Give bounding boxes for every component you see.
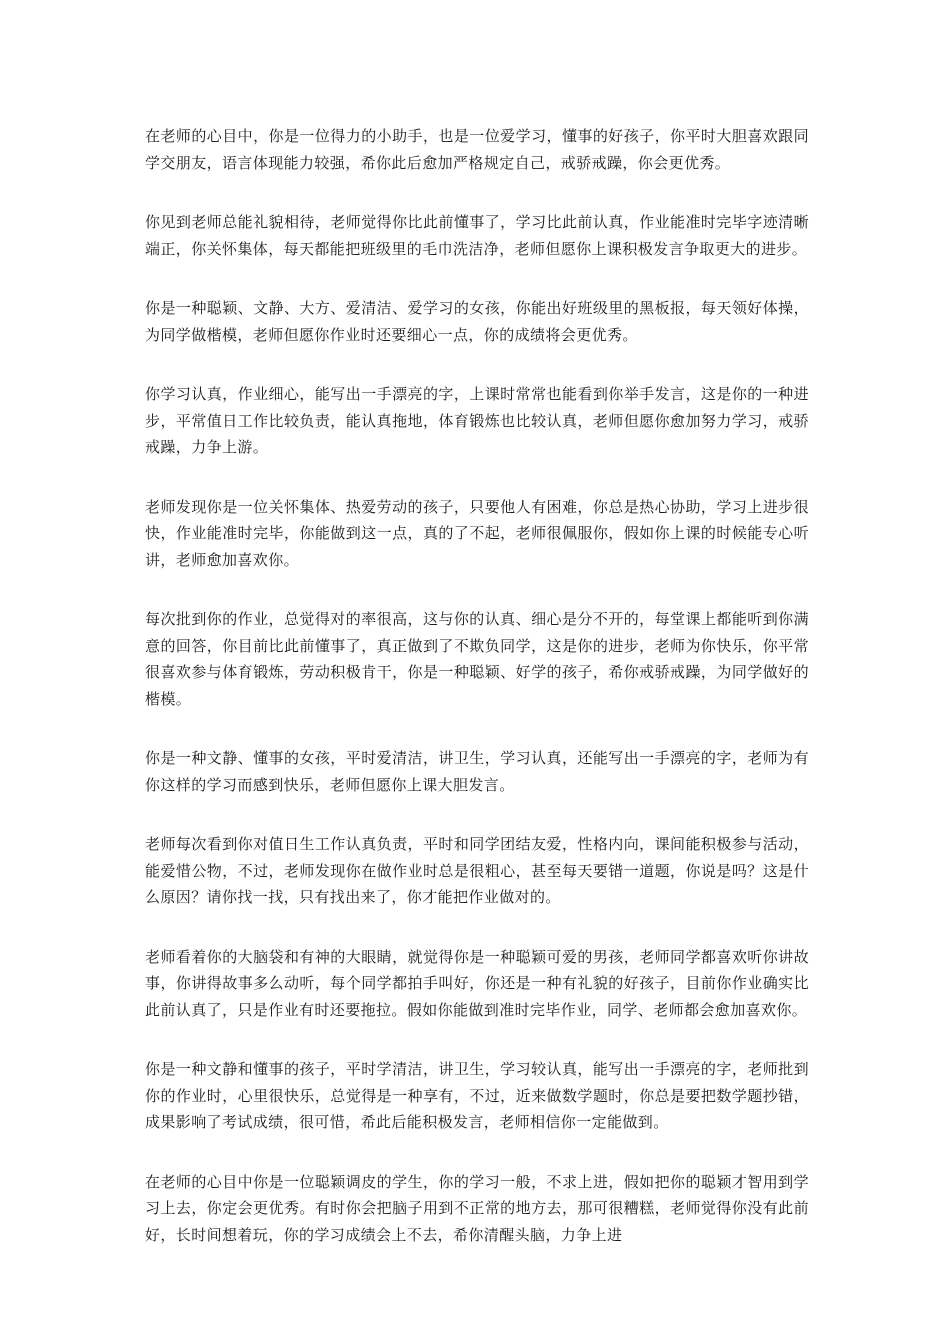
comment-paragraph-9: 老师看着你的大脑袋和有神的大眼睛，就觉得你是一种聪颖可爱的男孩，老师同学都喜欢听你讲故事，你讲得故事多么动听，每个同学都拍手叫好，你还是一种有礼貌的好孩子，目前你作业确实比此前认真了，只是作业有时还要拖拉。假如你能做到准时完毕作业，同学、老师都会愈加喜欢你。 xyxy=(145,947,809,1019)
comment-paragraph-5: 老师发现你是一位关怀集体、热爱劳动的孩子，只要他人有困难，你总是热心协助，学习上进步很快，作业能准时完毕，你能做到这一点，真的了不起，老师很佩服你，假如你上课的时候能专心听讲，老师愈加喜欢你。 xyxy=(145,497,809,569)
comment-paragraph-3: 你是一种聪颖、文静、大方、爱清洁、爱学习的女孩，你能出好班级里的黑板报，每天领好体操，为同学做楷模，老师但愿你作业时还要细心一点，你的成绩将会更优秀。 xyxy=(145,299,809,344)
comment-paragraph-1: 在老师的心目中，你是一位得力的小助手，也是一位爱学习，懂事的好孩子，你平时大胆喜欢跟同学交朋友，语言体现能力较强，希你此后愈加严格规定自己，戒骄戒躁，你会更优秀。 xyxy=(145,127,809,172)
comment-paragraph-8: 老师每次看到你对值日生工作认真负责，平时和同学团结友爱，性格内向，课间能积极参与活动，能爱惜公物，不过，老师发现你在做作业时总是很粗心，甚至每天要错一道题，你说是吗？这是什么原因？请你找一找，只有找出来了，你才能把作业做对的。 xyxy=(145,835,809,906)
comment-paragraph-6: 每次批到你的作业，总觉得对的率很高，这与你的认真、细心是分不开的，每堂课上都能听到你满意的回答，你目前比此前懂事了，真正做到了不欺负同学，这是你的进步，老师为你快乐，你平常很喜欢参与体育锻炼，劳动积极肯干，你是一种聪颖、好学的孩子，希你戒骄戒躁，为同学做好的楷模。 xyxy=(145,610,809,708)
comment-paragraph-10: 你是一种文静和懂事的孩子，平时学清洁，讲卫生，学习较认真，能写出一手漂亮的字，老师批到你的作业时，心里很快乐，总觉得是一种享有，不过，近来做数学题时，你总是要把数学题抄错，成果影响了考试成绩，很可惜，希此后能积极发言，老师相信你一定能做到。 xyxy=(145,1060,809,1131)
comment-paragraph-7: 你是一种文静、懂事的女孩，平时爱清洁，讲卫生，学习认真，还能写出一手漂亮的字，老师为有你这样的学习而感到快乐，老师但愿你上课大胆发言。 xyxy=(145,749,809,794)
comment-paragraph-11: 在老师的心目中你是一位聪颖调皮的学生，你的学习一般，不求上进，假如把你的聪颖才智用到学习上去，你定会更优秀。有时你会把脑子用到不正常的地方去，那可很糟糕，老师觉得你没有此前好，长时间想着玩，你的学习成绩会上不去，希你清醒头脑，力争上进 xyxy=(145,1172,809,1244)
document-body xyxy=(145,123,809,1281)
comment-paragraph-4: 你学习认真，作业细心，能写出一手漂亮的字，上课时常常也能看到你举手发言，这是你的一种进步，平常值日工作比较负责，能认真拖地，体育锻炼也比较认真，老师但愿你愈加努力学习，戒骄戒躁，力争上游。 xyxy=(145,385,809,456)
comment-paragraph-2: 你见到老师总能礼貌相待，老师觉得你比此前懂事了，学习比此前认真，作业能准时完毕字迹清晰端正，你关怀集体，每天都能把班级里的毛巾洗洁净，老师但愿你上课积极发言争取更大的进步。 xyxy=(145,213,809,258)
